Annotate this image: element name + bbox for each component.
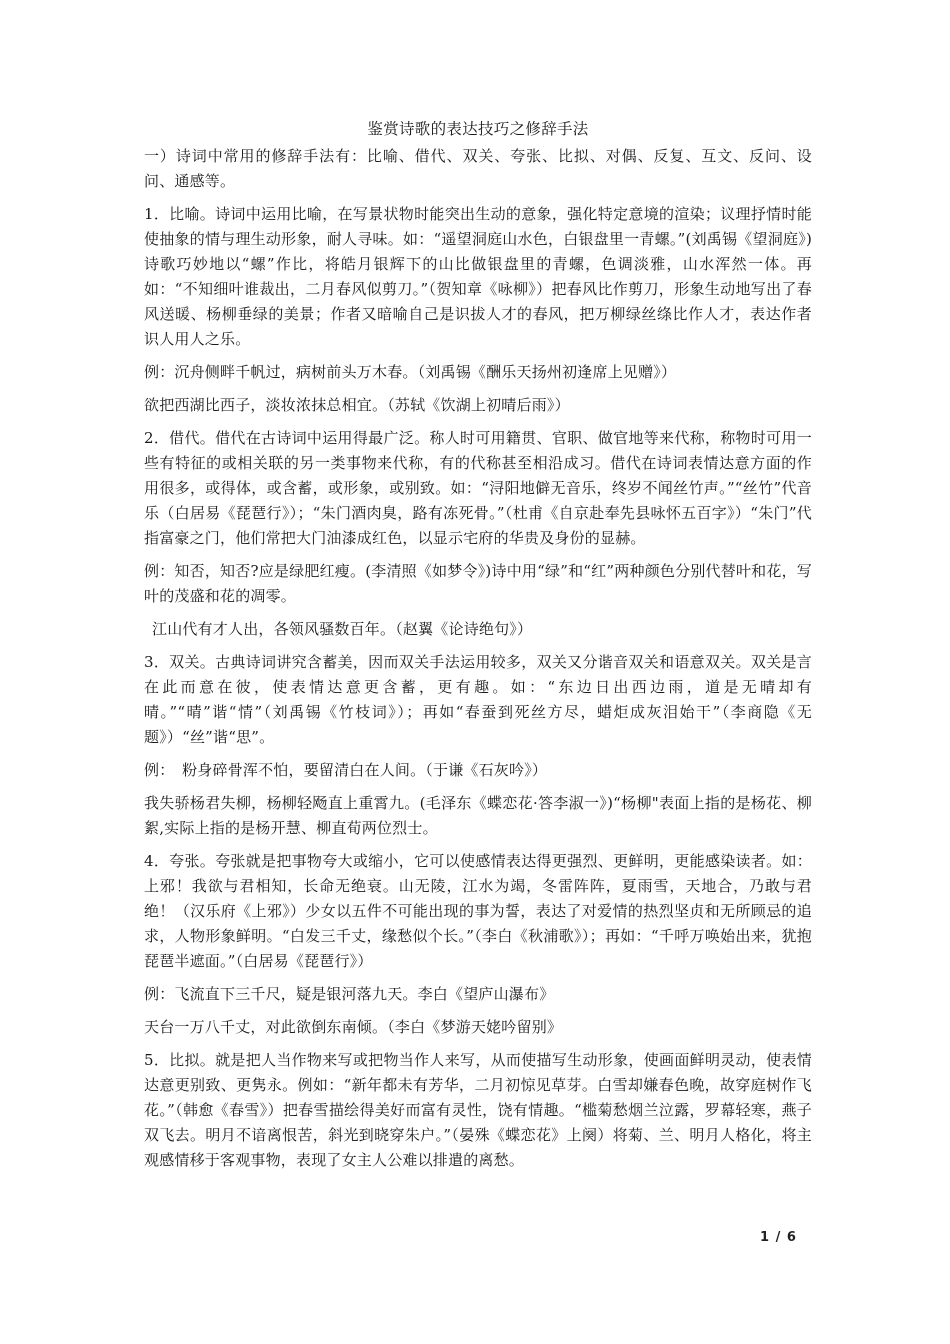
paragraph-metonymy: 2．借代。借代在古诗词中运用得最广泛。称人时可用籍贯、官职、做官地等来代称，称物时可用一些有特征的或相关联的另一类事物来代称，有的代称甚至相沿成习。借代在诗词表情达意方面的作用很多，或得体，或含蓄，或形象，或别致。如：“浔阳地僻无音乐，终岁不闻丝竹声。”“丝竹”代音乐（白居易《琵琶行》）；“朱门酒肉臭，路有冻死骨。”（杜甫《自京赴奉先县咏怀五百字》）“朱门”代指富豪之门，他们常把大门油漆成红色，以显示宅府的华贵及身份的显赫。 [144,429,812,547]
paragraph-personification: 5．比拟。就是把人当作物来写或把物当作人来写，从而使描写生动形象，使画面鲜明灵动，使表情达意更别致、更隽永。例如：“新年都未有芳华，二月初惊见草芽。白雪却嫌春色晚，故穿庭树作飞花。”（韩愈《春雪》）把春雪描绘得美好而富有灵性，饶有情趣。“槛菊愁烟兰泣露，罗幕轻寒，燕子双飞去。明月不谙离恨苦，斜光到晓穿朱户。”（晏殊《蝶恋花》上阕）将菊、兰、明月人格化，将主观感情移于客观事物，表现了女主人公难以排遣的离愁。 [144,1051,812,1169]
document-page [144,118,812,1181]
paragraph-metaphor-example-2: 欲把西湖比西子，淡妆浓抹总相宜。（苏轼《饮湖上初晴后雨》） [144,396,570,414]
paragraph-hyperbole: 4．夸张。夸张就是把事物夸大或缩小，它可以使感情表达得更强烈、更鲜明，更能感染读者。如：上邪！我欲与君相知，长命无绝衰。山无陵，江水为竭，冬雷阵阵，夏雨雪，天地合，乃敢与君绝！（汉乐府《上邪》）少女以五件不可能出现的事为誓，表达了对爱情的热烈坚贞和无所顾忌的追求，人物形象鲜明。“白发三千丈，缘愁似个长。”（李白《秋浦歌》）；再如：“千呼万唤始出来，犹抱琵琶半遮面。”（白居易《琵琶行》） [144,852,812,970]
paragraph-pun-example-1: 例： 粉身碎骨浑不怕，要留清白在人间。（于谦《石灰吟》） [144,761,548,779]
paragraph-intro: 一）诗词中常用的修辞手法有：比喻、借代、双关、夸张、比拟、对偶、反复、互文、反问、设问、通感等。 [144,147,812,190]
paragraph-hyperbole-example-1: 例：飞流直下三千尺，疑是银河落九天。李白《望庐山瀑布》 [144,985,555,1003]
page-number: 1 / 6 [760,1230,797,1245]
paragraph-metonymy-example-2: 江山代有才人出，各领风骚数百年。（赵翼《论诗绝句》） [152,620,533,638]
paragraph-pun: 3．双关。古典诗词讲究含蓄美，因而双关手法运用较多，双关又分谐音双关和语意双关。双关是言在此而意在彼，使表情达意更含蓄，更有趣。如：“东边日出西边雨，道是无晴却有晴。”“晴”谐“情”（刘禹锡《竹枝词》）；再如“春蚕到死丝方尽，蜡炬成灰泪始干”（李商隐《无题》）“丝”谐“思”。 [144,653,812,746]
document-title: 鉴赏诗歌的表达技巧之修辞手法 [367,120,589,138]
paragraph-metonymy-example-1: 例：知否，知否?应是绿肥红瘦。(李清照《如梦令》)诗中用“绿”和“红”两种颜色分别代替叶和花，写叶的茂盛和花的凋零。 [144,562,812,605]
paragraph-metaphor: 1．比喻。诗词中运用比喻，在写景状物时能突出生动的意象，强化特定意境的渲染；议理抒情时能使抽象的情与理生动形象，耐人寻味。如：“遥望洞庭山水色，白银盘里一青螺。”(刘禹锡《望洞庭》)诗歌巧妙地以“螺”作比，将皓月银辉下的山比做银盘里的青螺，色调淡雅，山水浑然一体。再如：“不知细叶谁裁出，二月春风似剪刀。”（贺知章《咏柳》）把春风比作剪刀，形象生动地写出了春风送暖、杨柳垂绿的美景；作者又暗喻自己是识拔人才的春风，把万柳绿丝绦比作人才，表达作者识人用人之乐。 [144,205,812,348]
paragraph-pun-example-2: 我失骄杨君失柳，杨柳轻飏直上重霄九。(毛泽东《蝶恋花·答李淑一》)“杨柳"表面上指的是杨花、柳絮,实际上指的是杨开慧、柳直荀两位烈士。 [144,794,812,837]
paragraph-metaphor-example-1: 例：沉舟侧畔千帆过，病树前头万木春。（刘禹锡《酬乐天扬州初逢席上见赠》） [144,363,677,381]
paragraph-hyperbole-example-2: 天台一万八千丈，对此欲倒东南倾。（李白《梦游天姥吟留别》 [144,1018,563,1036]
